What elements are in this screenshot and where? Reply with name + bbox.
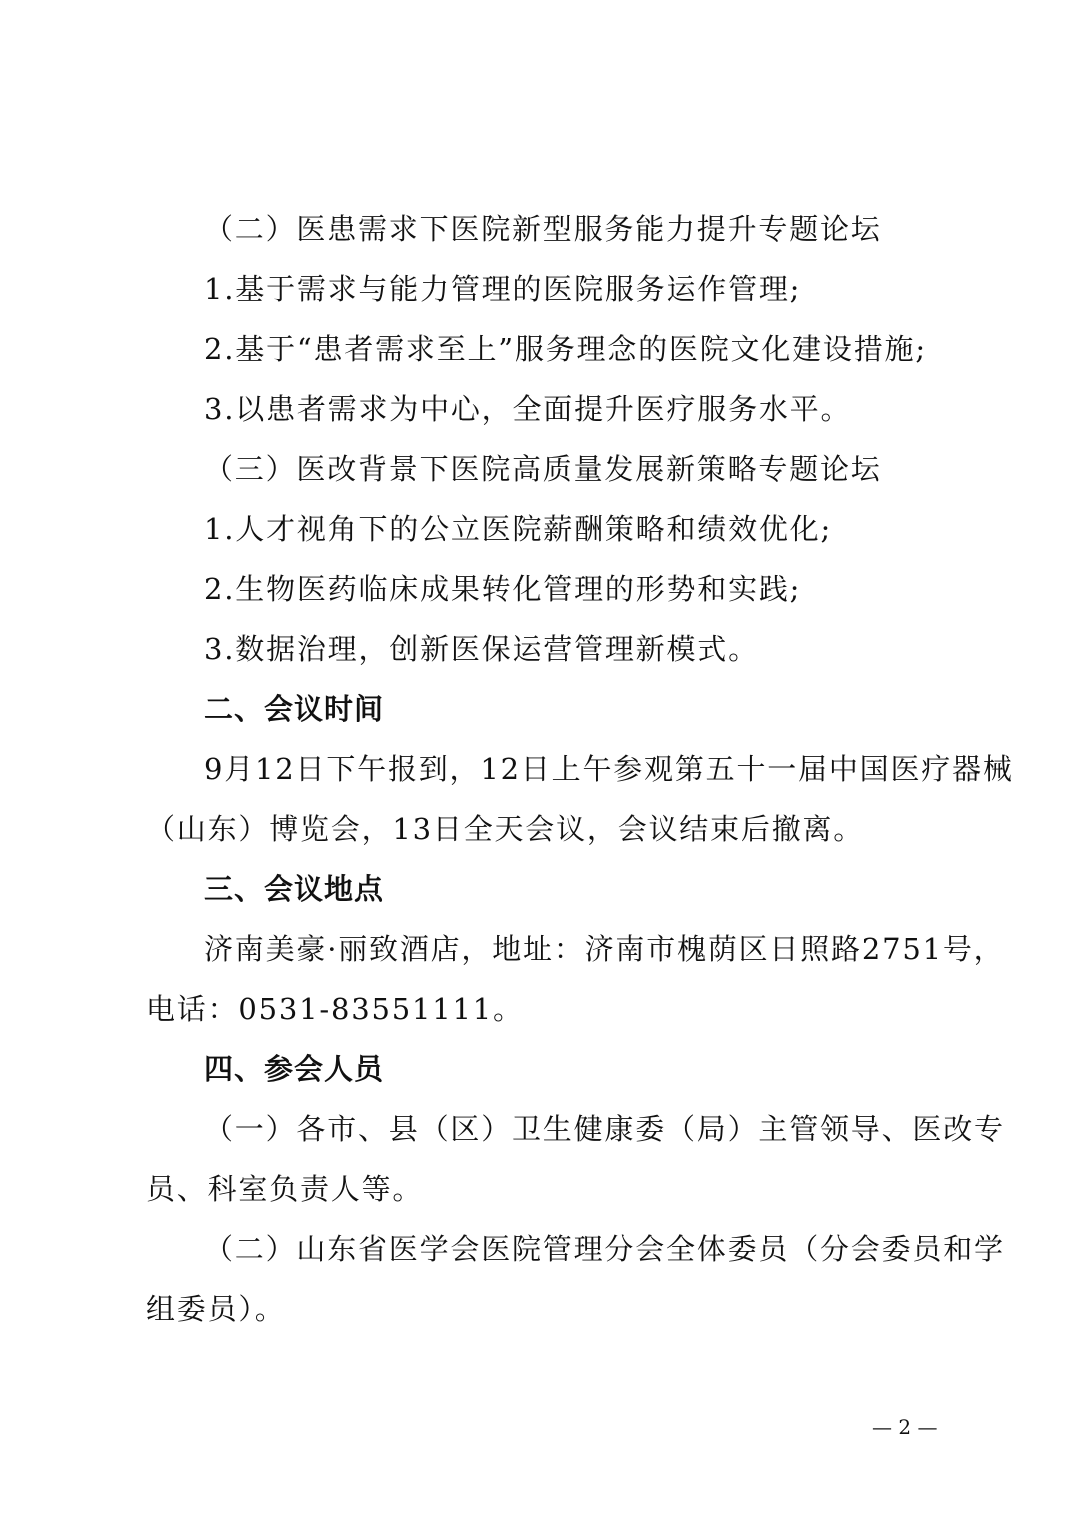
heading-meeting-time: 二、会议时间 (204, 692, 385, 726)
forum3-item1: 1.人才视角下的公立医院薪酬策略和绩效优化; (204, 512, 833, 546)
heading-meeting-place: 三、会议地点 (204, 872, 385, 906)
forum3-item2: 2.生物医药临床成果转化管理的形势和实践; (204, 572, 802, 606)
forum3-item3: 3.数据治理，创新医保运营管理新模式。 (204, 632, 759, 666)
meeting-place-line2: 电话：0531-83551111。 (146, 992, 524, 1026)
heading-attendees: 四、参会人员 (204, 1052, 385, 1086)
meeting-time-line2: （山东）博览会，13日全天会议，会议结束后撤离。 (146, 812, 865, 846)
page-number: — 2 — (872, 1415, 938, 1439)
attendees-group2-line2: 组委员）。 (146, 1292, 286, 1326)
forum2-item2: 2.基于“患者需求至上”服务理念的医院文化建设措施; (204, 332, 927, 366)
forum2-item3: 3.以患者需求为中心，全面提升医疗服务水平。 (204, 392, 852, 426)
attendees-group1-line1: （一）各市、县（区）卫生健康委（局）主管领导、医改专 (204, 1112, 1005, 1146)
attendees-group2-line1: （二）山东省医学会医院管理分会全体委员（分会委员和学 (204, 1232, 1005, 1266)
attendees-group1-line2: 员、科室负责人等。 (146, 1172, 424, 1206)
meeting-time-line1: 9月12日下午报到，12日上午参观第五十一届中国医疗器械 (204, 752, 1014, 786)
meeting-place-line1: 济南美豪·丽致酒店，地址：济南市槐荫区日照路2751号， (204, 932, 1005, 966)
forum2-item1: 1.基于需求与能力管理的医院服务运作管理; (204, 272, 802, 306)
forum2-title: （二）医患需求下医院新型服务能力提升专题论坛 (204, 212, 882, 246)
forum3-title: （三）医改背景下医院高质量发展新策略专题论坛 (204, 452, 882, 486)
